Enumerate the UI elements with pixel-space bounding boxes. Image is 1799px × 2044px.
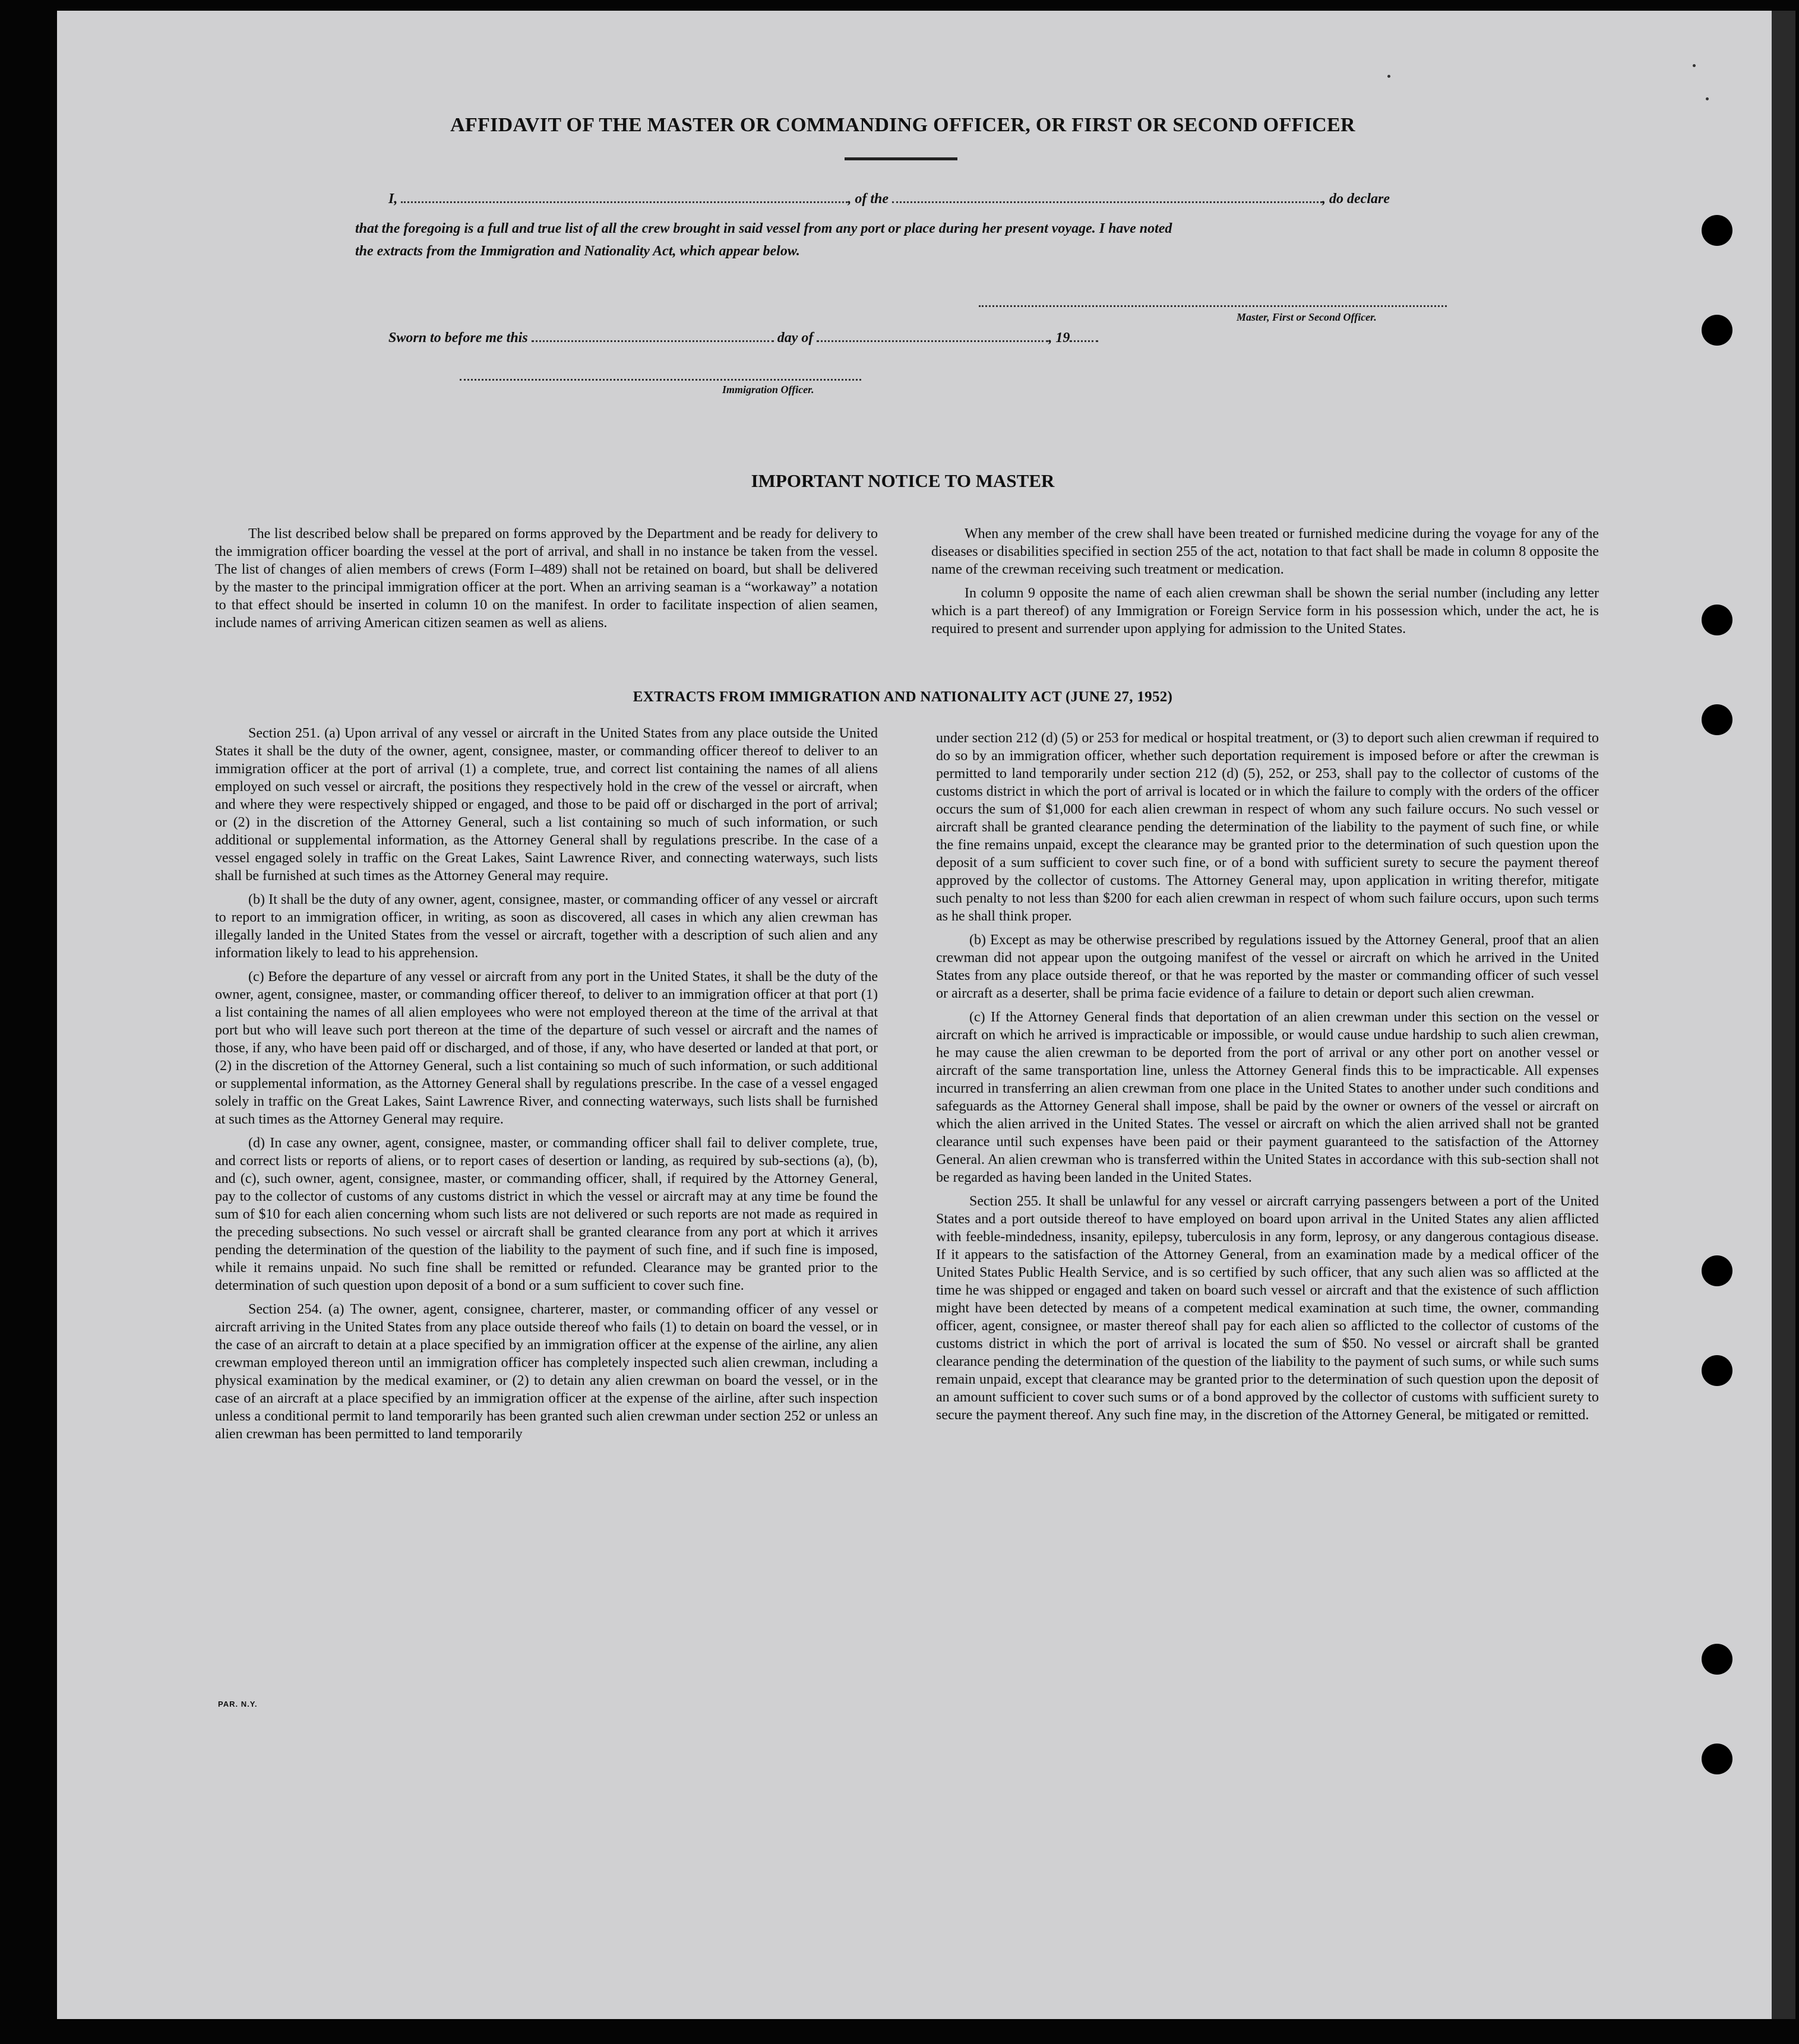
notice-paragraph: When any member of the crew shall have been treated or furnished medicine during the voyage for any of the diseases or disabilities specified in section 255 of the act, notation to that fact shall be made in column 8 opposite the name of the crewman receiving such treatment or medication.	[931, 526, 1599, 577]
sworn-year-prefix: , 19	[1048, 330, 1070, 346]
declaration-line-1	[388, 191, 1390, 207]
extracts-right-column	[936, 729, 1599, 1430]
notice-title: IMPORTANT NOTICE TO MASTER	[751, 470, 1055, 491]
name-field[interactable]	[401, 201, 848, 203]
scan-speck	[1706, 97, 1709, 100]
section-251-c: (c) Before the departure of any vessel or aircraft from any port in the United States, it shall be the duty of the owner, agent, consignee, master, or commanding officer thereof, to deliver to an immigration officer at that port (1) a list containing the names of all alien employees who were not employed thereon at the time of the arrival at that port but who will leave such port thereon at the time of the departure of such vessel or aircraft and the names of those, if any, who have been paid off or discharged, and of those, if any, who have deserted or landed at that port, or (2) in the discretion of the Attorney General, such a list containing so much of such information, or such additional or supplemental information, as the Attorney General shall by regulations prescribe. In the case of a vessel engaged solely in traffic on the Great Lakes, Saint Lawrence River, and connecting waterways, such lists shall be furnished at such times as the Attorney General may require.	[215, 969, 878, 1127]
officer-signature-label: Immigration Officer.	[722, 384, 814, 395]
master-signature-line[interactable]	[979, 305, 1447, 307]
declaration-i: I,	[388, 191, 398, 207]
sworn-line	[388, 330, 1098, 346]
binder-hole	[1702, 1744, 1732, 1774]
master-signature-label: Master, First or Second Officer.	[1237, 311, 1377, 323]
printer-mark: PAR. N.Y.	[218, 1700, 258, 1708]
section-255: Section 255. It shall be unlawful for any vessel or aircraft carrying passengers between a port of the United States and a port outside thereof to have employed on board upon arrival in the United States any alien afflicted with feeble-mindedness, insanity, epilepsy, tuberculosis in any form, leprosy, or any dangerous contagious disease. If it appears to the satisfaction of the Attorney General, from an examination made by a medical officer of the United States Public Health Service, and is so certified by such officer, that any such alien was so afflicted at the time he was shipped or engaged and taken on board such vessel or aircraft and that the existence of such affliction might have been detected by means of a competent medical examination at such time, the owner, commanding officer, agent, consignee, or master thereof shall pay for each alien so afflicted to the collector of customs of the customs district in which the port of arrival is located the sum of $50. No vessel or aircraft shall be granted clearance pending the determination of the question of the liability to the payment of such sums, or while such sums remain unpaid, except that clearance may be granted prior to the determination of such question upon the deposit of an amount sufficient to cover such sums or of a bond approved by the collector of customs with sufficient surety to secure the payment thereof. Any such fine may, in the discretion of the Attorney General, be mitigated or remitted.	[936, 1194, 1599, 1423]
binder-hole	[1702, 215, 1732, 246]
sworn-month-field[interactable]	[817, 340, 1048, 342]
notice-right-column	[931, 525, 1599, 644]
section-254-a: Section 254. (a) The owner, agent, consignee, charterer, master, or commanding officer of any vessel or aircraft arriving in the United States from any place outside thereof who fails (1) to detain on board the vessel, or in the case of an aircraft to detain at a place specified by an immigration officer at the expense of the airline, any alien crewman employed thereon until an immigration officer has completely inspected such alien crewman, including a physical examination by the medical examiner, or (2) to detain any alien crewman on board the vessel, or in the case of an aircraft at a place specified by an immigration officer at the expense of the airline, after such inspection unless a conditional permit to land temporarily has been granted such alien crewman under section 252 or unless an alien crewman has been permitted to land temporarily	[215, 1302, 878, 1442]
sworn-day-of: day of	[777, 330, 814, 346]
section-251-b: (b) It shall be the duty of any owner, agent, consignee, master, or commanding officer of any vessel or aircraft to report to an immigration officer, in writing, as soon as discovered, all cases in which any alien crewman has illegally landed in the United States from the vessel or aircraft, together with a description of such alien and any information likely to lead to his apprehension.	[215, 892, 878, 961]
section-254-a-continued: under section 212 (d) (5) or 253 for medical or hospital treatment, or (3) to deport such alien crewman if required to do so by an immigration officer, whether such deportation requirement is imposed before or after the crewman is permitted to land temporarily under section 212 (d) (5), 252, or 253, shall pay to the collector of customs of the customs district in which the port of arrival is located or in which the failure to comply with the orders of the officer occurs the sum of $1,000 for each alien crewman in respect of whom any such failure occurs. No such vessel or aircraft shall be granted clearance pending the determination of the liability to the payment of such fine, or while the fine remains unpaid, except the clearance may be granted prior to the determination of such question upon the deposit of a sum sufficient to cover such fine, or of a bond with sufficient surety to secure the payment thereof approved by the collector of customs. The Attorney General may, upon application in writing therefor, mitigate such penalty to not less than $200 for each alien crewman in respect of whom such failure occurs, upon such terms as he shall think proper.	[936, 730, 1599, 924]
binder-hole	[1702, 605, 1732, 635]
binder-hole	[1702, 1355, 1732, 1386]
declaration-line-2: that the foregoing is a full and true list of all the crew brought in said vessel from any port or place during her present voyage. I have noted	[355, 221, 1172, 236]
sworn-text: Sworn to before me this	[388, 330, 528, 346]
section-254-c: (c) If the Attorney General finds that deportation of an alien crewman under this section on the vessel or aircraft on which he arrived is impracticable or impossible, or would cause undue hardship to such alien crewman, he may cause the alien crewman to be deported from the port of arrival or any other port on another vessel or aircraft of the same transportation line, unless the Attorney General finds this to be impracticable. All expenses incurred in transferring an alien crewman from one place in the United States to another under such conditions and safeguards as the Attorney General shall impose, shall be paid by the owner or owners of the vessel or aircraft on which the alien arrived in the United States. The vessel or aircraft on which the alien arrived shall not be granted clearance until such expenses have been paid or their payment guaranteed to the satisfaction of the Attorney General. An alien crewman who is transferred within the United States in accordance with this sub-section shall not be regarded as having been landed in the United States.	[936, 1010, 1599, 1185]
scan-edge	[1772, 11, 1795, 2019]
notice-paragraph: The list described below shall be prepared on forms approved by the Department and be ready for delivery to the immigration officer boarding the vessel at the port of arrival, and shall in no instance be taken from the vessel. The list of changes of alien members of crews (Form I–489) shall not be retained on board, but shall be delivered by the master to the principal immigration officer at the port. When an arriving seaman is a “workaway” a notation to that effect should be inserted in column 10 on the manifest. In order to facilitate inspection of alien seamen, include names of arriving American citizen seamen as well as aliens.	[215, 526, 878, 631]
section-254-b: (b) Except as may be otherwise prescribed by regulations issued by the Attorney General, proof that an alien crewman did not appear upon the outgoing manifest of the vessel or aircraft on which he arrived in the United States from any place outside thereof, or that he was reported by the master or commanding officer of such vessel or aircraft as a deserter, shall be prima facie evidence of a failure to detain or deport such alien crewman.	[936, 932, 1599, 1001]
binder-hole	[1702, 315, 1732, 346]
notice-paragraph: In column 9 opposite the name of each alien crewman shall be shown the serial number (including any letter which is a part thereof) of any Immigration or Foreign Service form in his possession which, under the act, he is required to present and surrender upon applying for admission to the United States.	[931, 586, 1599, 637]
officer-signature-line[interactable]	[460, 379, 861, 381]
extracts-title: EXTRACTS FROM IMMIGRATION AND NATIONALITY ACT (JUNE 27, 1952)	[633, 689, 1173, 705]
section-251-a: Section 251. (a) Upon arrival of any vessel or aircraft in the United States from any place outside the United States it shall be the duty of the owner, agent, consignee, master, or commanding officer thereof to deliver to an immigration officer at the port of arrival (1) a complete, true, and correct list containing the names of all aliens employed on such vessel or aircraft, the positions they respectively hold in the crew of the vessel or aircraft, when and where they were respectively shipped or engaged, and those to be paid off or discharged in the port of arrival; or (2) in the discretion of the Attorney General, such a list containing so much of such information, or such additional or supplemental information, as the Attorney General shall by regulations prescribe. In the case of a vessel engaged solely in traffic on the Great Lakes, Saint Lawrence River, and connecting waterways, such lists shall be furnished at such times as the Attorney General may require.	[215, 726, 878, 884]
declaration-line-3: the extracts from the Immigration and Nationality Act, which appear below.	[355, 243, 800, 259]
extracts-left-column	[215, 724, 878, 1449]
vessel-field[interactable]	[892, 201, 1322, 203]
binder-hole	[1702, 704, 1732, 735]
scan-speck	[1387, 75, 1390, 78]
declaration-do-declare: , do declare	[1322, 191, 1390, 207]
section-251-d: (d) In case any owner, agent, consignee, master, or commanding officer shall fail to deliver complete, true, and correct lists or reports of aliens, or to report cases of desertion or landing, as required by sub-sections (a), (b), and (c), such owner, agent, consignee, master, or commanding officer, shall, if required by the Attorney General, pay to the collector of customs of any customs district in which the vessel or aircraft may at any time be found the sum of $10 for each alien concerning whom such lists are not delivered or such reports are not made as required in the preceding subsections. No such vessel or aircraft shall be granted clearance from any port at which it arrives pending the determination of the question of the liability to the payment of such fine, and if such fine is imposed, while it remains unpaid. No such fine shall be remitted or refunded. Clearance may be granted prior to the determination of such question upon deposit of a bond or a sum sufficient to cover such fine.	[215, 1135, 878, 1293]
declaration-of-the: , of the	[848, 191, 889, 207]
binder-hole	[1702, 1644, 1732, 1675]
sworn-year-field[interactable]	[1070, 340, 1098, 342]
sworn-day-field[interactable]	[532, 340, 774, 342]
notice-left-column	[215, 525, 878, 638]
affidavit-title: AFFIDAVIT OF THE MASTER OR COMMANDING OFFICER, OR FIRST OR SECOND OFFICER	[450, 114, 1355, 136]
scan-speck	[1693, 64, 1696, 67]
title-underline	[845, 157, 957, 160]
binder-hole	[1702, 1255, 1732, 1286]
